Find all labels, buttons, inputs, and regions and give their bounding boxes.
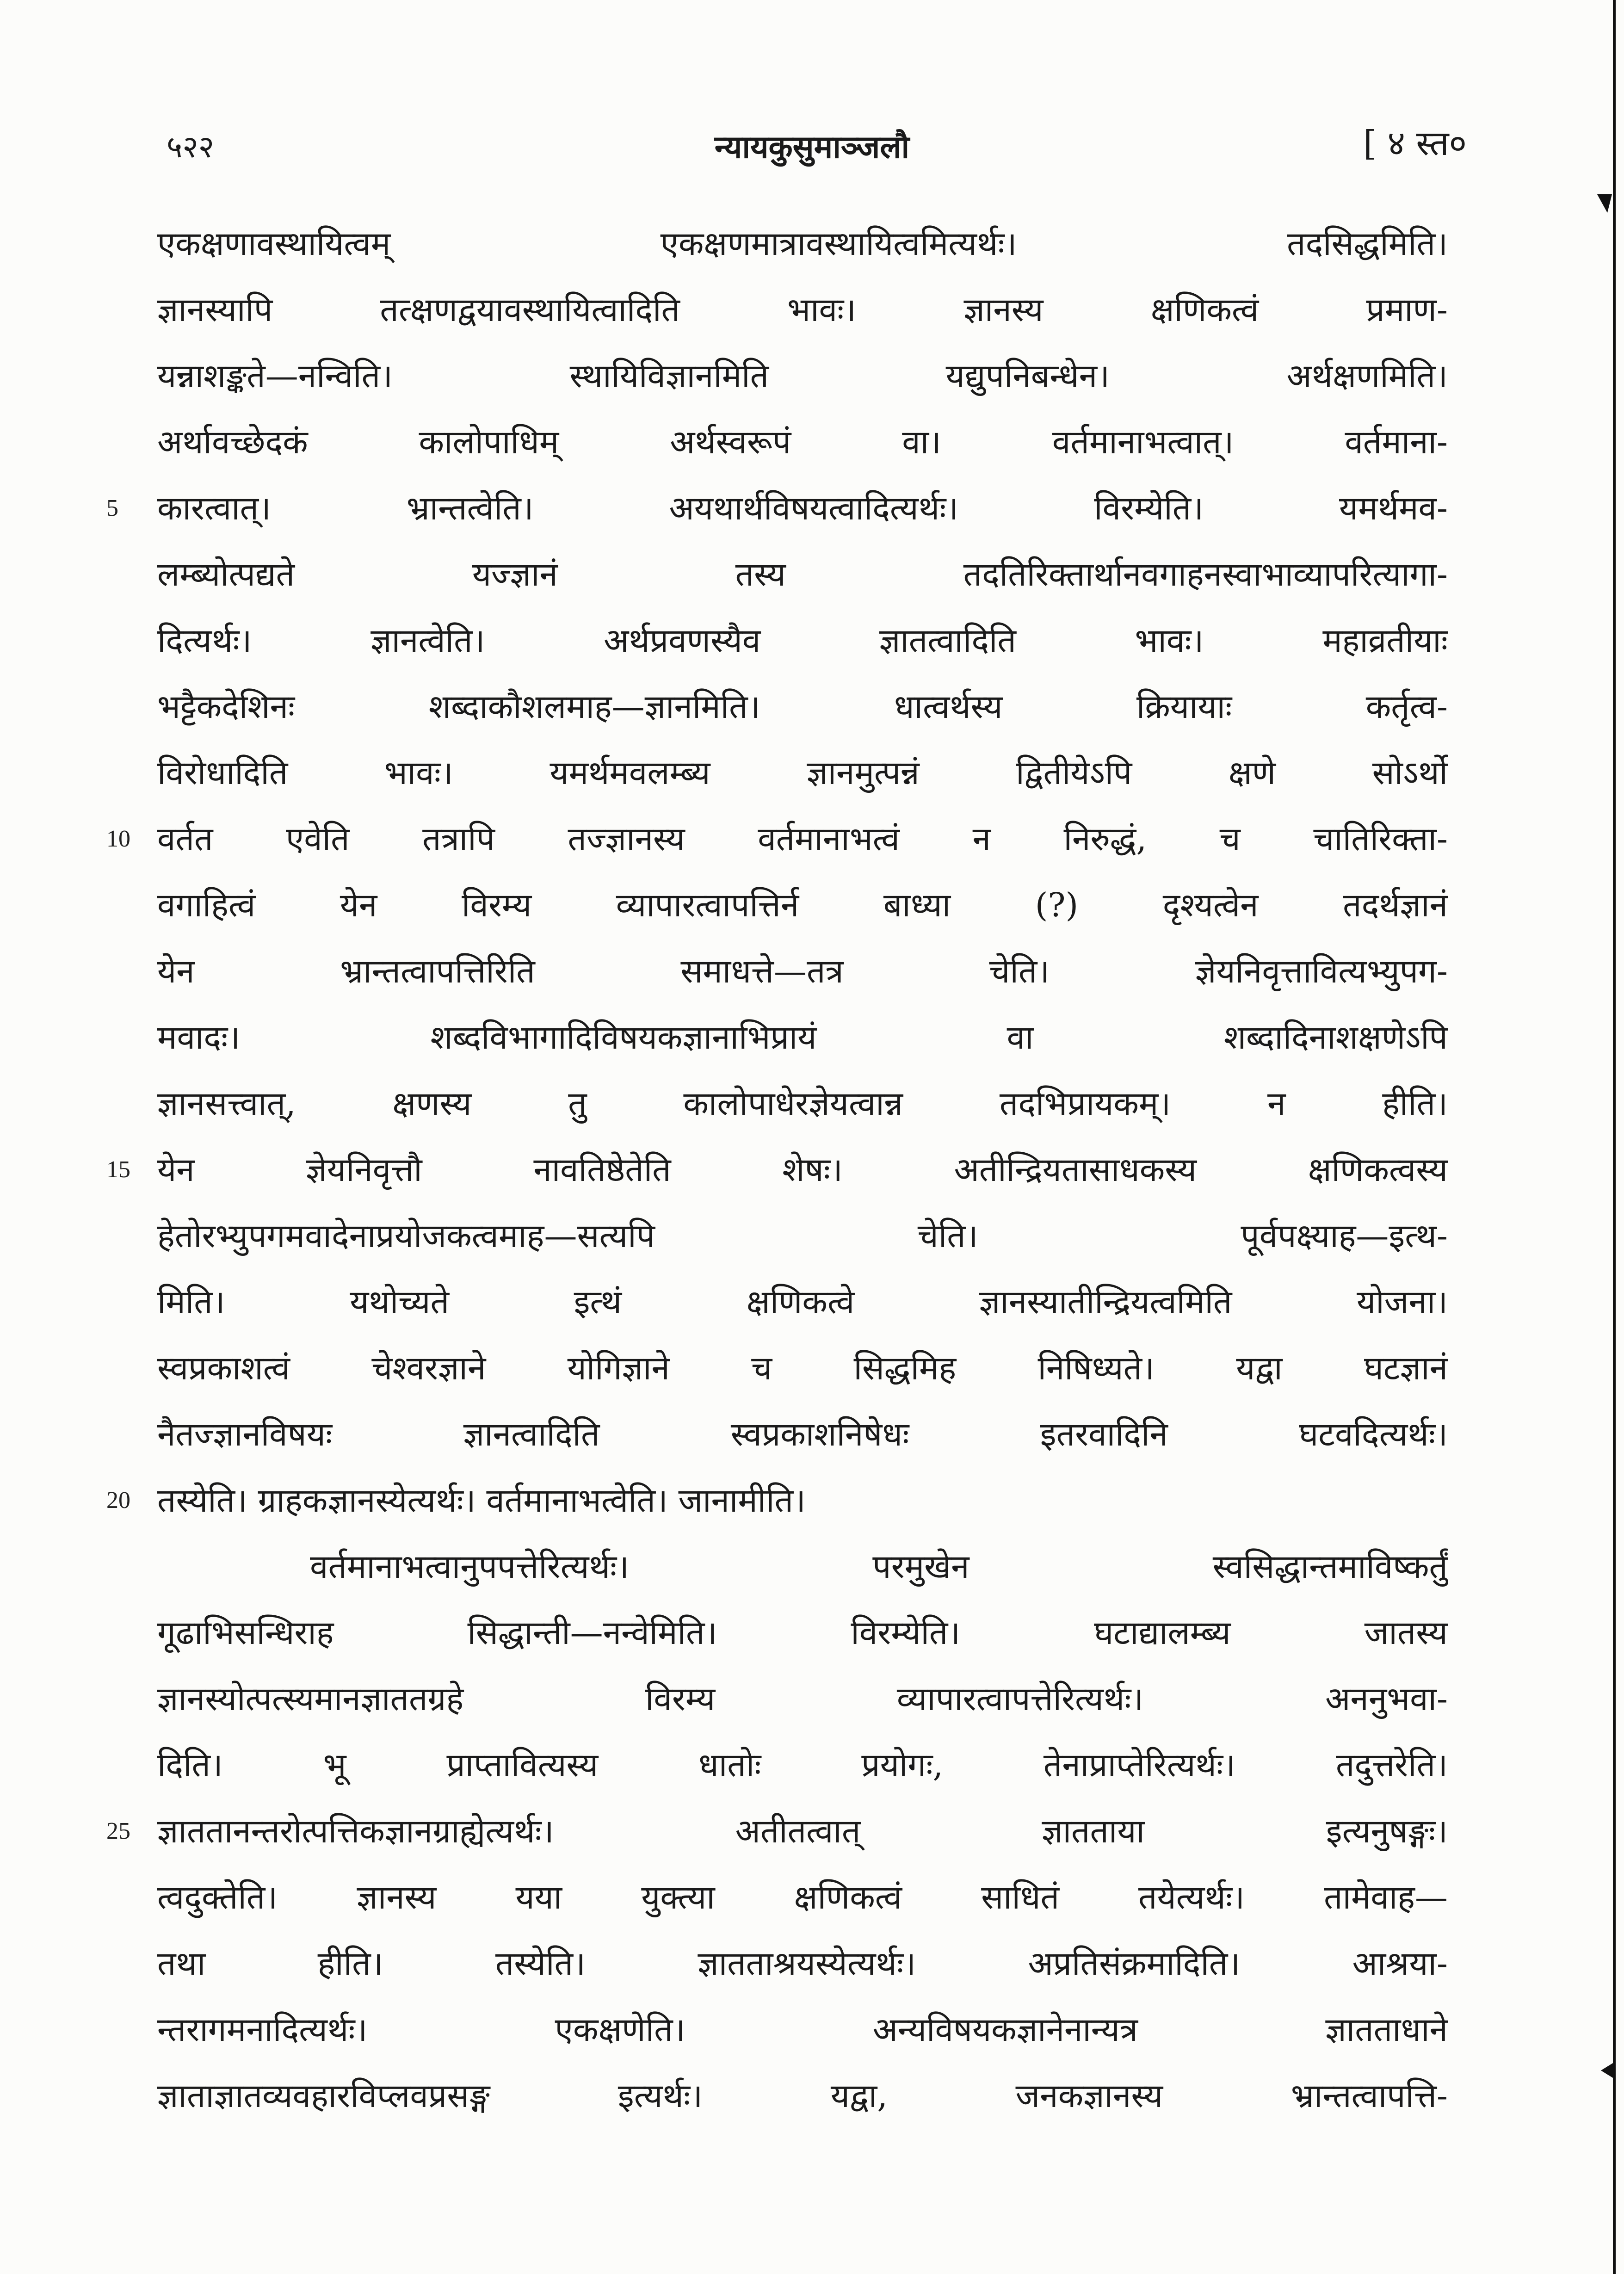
line-text: लम्ब्योत्पद्यते यज्ज्ञानं तस्य तदतिरिक्तार्थानवगाहनस्वाभाव्यापरित्यागा- bbox=[157, 555, 1448, 593]
text-line bbox=[157, 541, 1448, 607]
line-text: वर्तमानाभत्वानुपपत्तेरित्यर्थः। परमुखेन स्वसिद्धान्तमाविष्कर्तुं bbox=[310, 1547, 1448, 1586]
text-line bbox=[106, 806, 1448, 872]
page-number: ५२२ bbox=[167, 129, 214, 165]
line-text: विरोधादिति भावः। यमर्थमवलम्ब्य ज्ञानमुत्पन्नं द्वितीयेऽपि क्षणे सोऽर्थो bbox=[157, 754, 1448, 792]
page-edge bbox=[1613, 0, 1616, 2274]
line-text: ज्ञानस्योत्पत्स्यमानज्ञाततग्रहे विरम्य व्यापारत्वापत्तेरित्यर्थः। अननुभवा- bbox=[157, 1680, 1448, 1718]
text-line bbox=[157, 1996, 1448, 2063]
text-line bbox=[157, 1732, 1448, 1798]
text-line bbox=[157, 1533, 1448, 1600]
text-line bbox=[157, 1600, 1448, 1666]
line-text: न्तरागमनादित्यर्थः। एकक्षणेति। अन्यविषयकज्ञानेनान्यत्र ज्ञातताधाने bbox=[157, 2010, 1448, 2049]
text-line bbox=[157, 1930, 1448, 1996]
text-line bbox=[157, 872, 1448, 938]
text-line bbox=[157, 409, 1448, 475]
text-line bbox=[157, 1004, 1448, 1070]
line-text: भट्टैकदेशिनः शब्दाकौशलमाह—ज्ञानमिति। धात्वर्थस्य क्रियायाः कर्तृत्व- bbox=[157, 687, 1448, 726]
line-text: तस्येति। ग्राहकज्ञानस्येत्यर्थः। वर्तमानाभत्वेति। जानामीति। bbox=[157, 1481, 806, 1520]
line-number: 20 bbox=[106, 1487, 130, 1514]
line-text: नैतज्ज्ञानविषयः ज्ञानत्वादिति स्वप्रकाशनिषेधः इतरवादिनि घटवदित्यर्थः। bbox=[157, 1415, 1448, 1453]
line-text: वर्तत एवेति तत्रापि तज्ज्ञानस्य वर्तमानाभत्वं न निरुद्धं, च चातिरिक्ता- bbox=[157, 820, 1448, 858]
text-line bbox=[157, 607, 1448, 674]
line-text: अर्थावच्छेदकं कालोपाधिम् अर्थस्वरूपं वा। वर्तमानाभत्वात्। वर्तमाना- bbox=[157, 423, 1448, 461]
line-text: येन ज्ञेयनिवृत्तौ नावतिष्ठेतेति शेषः। अतीन्द्रियतासाधकस्य क्षणिकत्वस्य bbox=[157, 1150, 1448, 1189]
line-text: वगाहित्वं येन विरम्य व्यापारत्वापत्तिर्न बाध्या (?) दृश्यत्वेन तदर्थज्ञानं bbox=[157, 886, 1448, 924]
text-line bbox=[157, 1203, 1448, 1269]
text-line bbox=[157, 1864, 1448, 1930]
text-line bbox=[157, 1401, 1448, 1467]
line-text: हेतोरभ्युपगमवादेनाप्रयोजकत्वमाह—सत्यपि चेति। पूर्वपक्ष्याह—इत्थ- bbox=[157, 1217, 1448, 1255]
text-line bbox=[106, 1798, 1448, 1864]
text-line bbox=[106, 1467, 1448, 1533]
text-line bbox=[157, 740, 1448, 806]
binding-mark bbox=[1597, 194, 1612, 213]
line-text: ज्ञानसत्त्वात्, क्षणस्य तु कालोपाधेरज्ञेयत्वान्न तदभिप्रायकम्। न हीति। bbox=[157, 1084, 1448, 1123]
binding-mark bbox=[1601, 2063, 1613, 2078]
text-line bbox=[157, 210, 1448, 277]
line-text: कारत्वात्। भ्रान्तत्वेति। अयथार्थविषयत्वादित्यर्थः। विरम्येति। यमर्थमव- bbox=[157, 489, 1448, 527]
line-number: 25 bbox=[106, 1818, 130, 1844]
line-text: ज्ञानस्यापि तत्क्षणद्वयावस्थायित्वादिति भावः। ज्ञानस्य क्षणिकत्वं प्रमाण- bbox=[157, 290, 1448, 329]
running-title: न्यायकुसुमाञ्जलौ bbox=[714, 129, 910, 166]
text-line bbox=[157, 277, 1448, 343]
text-line bbox=[157, 1269, 1448, 1335]
line-text: तथा हीति। तस्येति। ज्ञातताश्रयस्येत्यर्थः। अप्रतिसंक्रमादिति। आश्रया- bbox=[157, 1944, 1448, 1983]
text-line bbox=[157, 343, 1448, 409]
line-text: मवादः। शब्दविभागादिविषयकज्ञानाभिप्रायं वा शब्दादिनाशक्षणेऽपि bbox=[157, 1018, 1448, 1057]
text-line bbox=[157, 1666, 1448, 1732]
line-text: यन्नाशङ्कते—नन्विति। स्थायिविज्ञानमिति यद्युपनिबन्धेन। अर्थक्षणमिति। bbox=[157, 357, 1448, 395]
line-number: 15 bbox=[106, 1156, 130, 1183]
line-number: 10 bbox=[106, 826, 130, 852]
line-text: एकक्षणावस्थायित्वम् एकक्षणमात्रावस्थायित्वमित्यर्थः। तदसिद्धमिति। bbox=[157, 224, 1448, 263]
text-line bbox=[157, 2063, 1448, 2129]
line-number: 5 bbox=[106, 495, 118, 521]
line-text: त्वदुक्तेति। ज्ञानस्य यया युक्त्या क्षणिकत्वं साधितं तयेत्यर्थः। तामेवाह— bbox=[157, 1878, 1448, 1916]
line-text: ज्ञाताज्ञातव्यवहारविप्लवप्रसङ्ग इत्यर्थः। यद्वा, जनकज्ञानस्य भ्रान्तत्वापत्ति- bbox=[157, 2076, 1448, 2115]
line-text: दित्यर्थः। ज्ञानत्वेति। अर्थप्रवणस्यैव ज्ञातत्वादिति भावः। महाव्रतीयाः bbox=[157, 621, 1448, 660]
line-text: येन भ्रान्तत्वापत्तिरिति समाधत्ते—तत्र चेति। ज्ञेयनिवृत्तावित्यभ्युपग- bbox=[157, 952, 1448, 990]
section-marker: [ ४ स्त० bbox=[1363, 124, 1467, 163]
line-text: स्वप्रकाशत्वं चेश्वरज्ञाने योगिज्ञाने च सिद्धमिह निषिध्यते। यद्वा घटज्ञानं bbox=[157, 1349, 1448, 1387]
text-line bbox=[157, 938, 1448, 1004]
commentary-text bbox=[106, 210, 1448, 2129]
text-line bbox=[157, 1335, 1448, 1401]
line-text: मिति। यथोच्यते इत्थं क्षणिकत्वे ज्ञानस्यातीन्द्रियत्वमिति योजना। bbox=[157, 1283, 1448, 1321]
line-text: गूढाभिसन्धिराह सिद्धान्ती—नन्वेमिति। विरम्येति। घटाद्यालम्ब्य जातस्य bbox=[157, 1613, 1448, 1652]
page-header bbox=[157, 116, 1467, 171]
line-text: दिति। भू प्राप्तावित्यस्य धातोः प्रयोगः, तेनाप्राप्तेरित्यर्थः। तदुत्तरेति। bbox=[157, 1746, 1448, 1784]
text-line bbox=[157, 674, 1448, 740]
text-line bbox=[106, 475, 1448, 541]
text-line bbox=[157, 1070, 1448, 1137]
text-line bbox=[106, 1137, 1448, 1203]
line-text: ज्ञाततानन्तरोत्पत्तिकज्ञानग्राह्येत्यर्थः। अतीतत्वात् ज्ञातताया इत्यनुषङ्गः। bbox=[157, 1812, 1448, 1850]
